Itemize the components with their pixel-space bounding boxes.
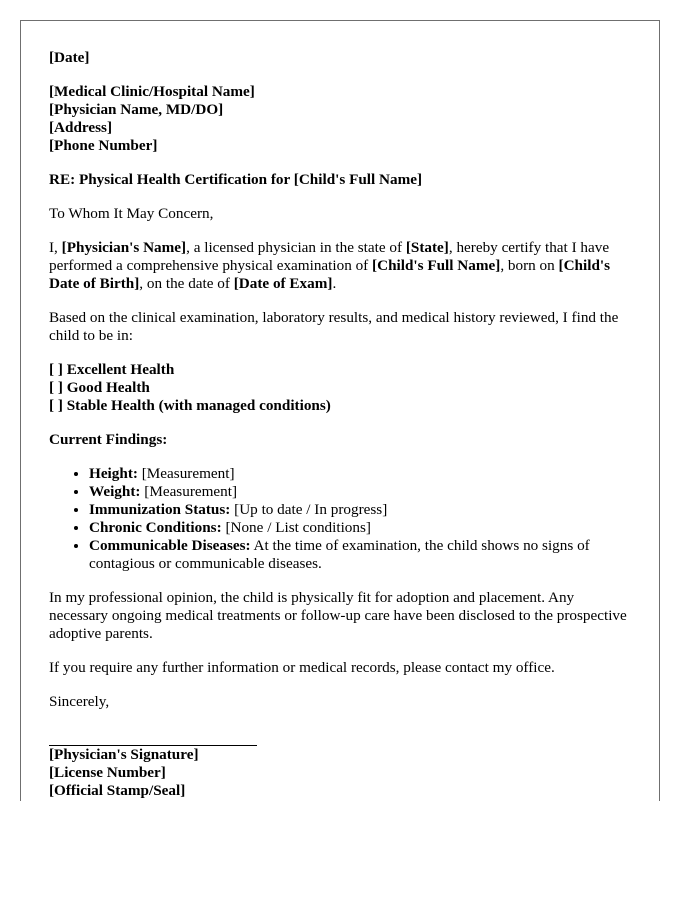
finding-communicable: [89, 537, 631, 573]
license-number: [License Number]: [49, 764, 166, 781]
finding-value: [Measurement]: [137, 465, 235, 482]
intro-text-2: , a licensed physician in the state of: [186, 239, 406, 256]
intro-physician-name: [Physician's Name]: [61, 239, 187, 256]
finding-label: Immunization Status:: [89, 501, 231, 518]
basis-paragraph: Based on the clinical examination, laboratory results, and medical history reviewed, I find the child to be in:: [49, 309, 619, 344]
date-placeholder: [Date]: [49, 49, 90, 66]
finding-label: Weight:: [89, 483, 141, 500]
contact-paragraph: If you require any further information or medical records, please contact my office.: [49, 659, 555, 676]
intro-text-6: .: [332, 275, 337, 292]
health-option-stable: [ ] Stable Health (with managed conditions): [49, 397, 331, 414]
intro-paragraph: [49, 239, 631, 293]
finding-weight: [89, 483, 631, 501]
phone-number: [Phone Number]: [49, 137, 158, 154]
date-block: [49, 49, 631, 67]
intro-exam-date: [Date of Exam]: [233, 275, 333, 292]
health-option-good: [ ] Good Health: [49, 379, 150, 396]
finding-label: Height:: [89, 465, 138, 482]
finding-value: [None / List conditions]: [221, 519, 371, 536]
closing: Sincerely,: [49, 693, 110, 710]
finding-immunization: [89, 501, 631, 519]
finding-value: [Up to date / In progress]: [230, 501, 388, 518]
intro-state: [State]: [405, 239, 449, 256]
official-stamp: [Official Stamp/Seal]: [49, 782, 186, 799]
subject-line: RE: Physical Health Certification for [Child's Full Name]: [49, 171, 423, 188]
intro-dob: [Child's Date of Birth]: [49, 257, 611, 292]
finding-label: Communicable Diseases:: [89, 537, 251, 554]
finding-chronic: [89, 519, 631, 537]
signature-block: [49, 746, 631, 800]
sender-block: [49, 83, 631, 155]
intro-text-4: , born on: [500, 257, 559, 274]
salutation: To Whom It May Concern,: [49, 205, 214, 222]
finding-value: At the time of examination, the child shows no signs of contagious or communicable diseases.: [89, 537, 590, 572]
intro-child-name: [Child's Full Name]: [372, 257, 501, 274]
physician-name: [Physician Name, MD/DO]: [49, 101, 224, 118]
opinion-paragraph: In my professional opinion, the child is physically fit for adoption and placement. Any necessary ongoing medical treatments or follow-up care have been disclosed to the prospective adoptive parents.: [49, 589, 627, 642]
physician-signature: [Physician's Signature]: [49, 746, 199, 763]
address: [Address]: [49, 119, 113, 136]
health-options: [49, 361, 631, 415]
finding-label: Chronic Conditions:: [89, 519, 222, 536]
intro-text-3: , hereby certify that I have performed a comprehensive physical examination of: [49, 239, 610, 274]
intro-text-1: I,: [49, 239, 62, 256]
letter-page: [20, 20, 660, 801]
finding-value: [Measurement]: [140, 483, 238, 500]
finding-height: [89, 465, 631, 483]
intro-text-5: , on the date of: [139, 275, 234, 292]
findings-list: [49, 465, 631, 573]
health-option-excellent: [ ] Excellent Health: [49, 361, 175, 378]
findings-heading: Current Findings:: [49, 431, 168, 448]
clinic-name: [Medical Clinic/Hospital Name]: [49, 83, 255, 100]
